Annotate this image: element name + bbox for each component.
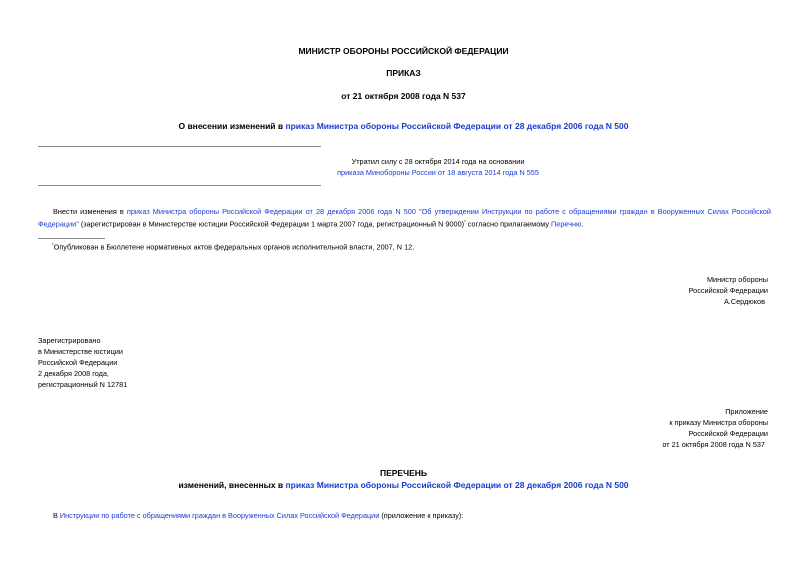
main-paragraph-prefix: Внести изменения в — [53, 207, 127, 216]
appendix-line2: к приказу Министра обороны — [669, 418, 768, 427]
list-heading: ПЕРЕЧЕНЬ — [379, 468, 427, 478]
list-item-prefix: В — [53, 511, 60, 520]
appendix-line4: от 21 октября 2008 года N 537 — [662, 440, 765, 449]
appendix-line1: Приложение — [725, 407, 768, 416]
main-paragraph-middle: (зарегистрирован в Министерстве юстиции Российской Федерации 1 марта 2007 года, регистрационный N 9000) — [78, 219, 465, 229]
doc-title-prefix: О внесении изменений в — [178, 121, 286, 131]
repeal-notice — [238, 156, 638, 178]
list-item — [53, 510, 753, 521]
list-subheading-link[interactable]: приказ Министра обороны Российской Федерации от 28 декабря 2006 года N 500 — [285, 480, 629, 490]
list-subheading-prefix: изменений, внесенных в — [178, 480, 286, 490]
instruction-link[interactable]: Инструкции по работе с обращениями граждан в Вооруженных Силах Российской Федерации — [59, 511, 380, 520]
footnote-ref[interactable]: ¹ — [464, 219, 466, 225]
list-subheading — [0, 480, 807, 490]
signature-name: А.Сердюков — [723, 297, 765, 306]
appendix-block — [567, 406, 768, 450]
signature-line2: Российской Федерации — [688, 286, 768, 295]
repeal-notice-line1: Утратил силу с 28 октября 2014 года на основании — [351, 157, 525, 166]
footnote-marker: ¹ — [52, 242, 54, 248]
doc-type: ПРИКАЗ — [386, 68, 421, 78]
footnote — [52, 240, 652, 252]
registration-line1: Зарегистрировано — [38, 336, 101, 345]
footnote-divider — [38, 238, 105, 239]
registration-line2: в Министерстве юстиции — [38, 347, 123, 356]
repeal-notice-link[interactable]: приказа Минобороны России от 18 августа 2014 года N 555 — [337, 168, 539, 177]
main-paragraph — [38, 206, 771, 229]
main-paragraph-suffix: согласно прилагаемому — [465, 219, 552, 229]
doc-date: от 21 октября 2008 года N 537 — [341, 91, 466, 101]
registration-line4: 2 декабря 2008 года, — [38, 369, 109, 378]
doc-title-link[interactable]: приказ Министра обороны Российской Федерации от 28 декабря 2006 года N 500 — [285, 121, 629, 131]
appendix-line3: Российской Федерации — [688, 429, 768, 438]
doc-title — [0, 121, 807, 131]
registration-line5: регистрационный N 12781 — [38, 380, 128, 389]
signature-block — [567, 274, 768, 307]
registration-block — [38, 335, 238, 390]
divider-bottom — [38, 185, 321, 186]
main-paragraph-end: . — [581, 219, 584, 229]
registration-line3: Российской Федерации — [38, 358, 118, 367]
signature-line1: Министр обороны — [706, 275, 768, 284]
divider-top — [38, 146, 321, 147]
order-500-link[interactable]: приказ Министра обороны Российской Федерации от 28 декабря 2006 года N 500 "Об утверждении Инструкции по работе с обращениями граждан в Вооруженных Силах Российской Федерации" — [38, 207, 771, 229]
perechen-link[interactable]: Перечню — [551, 219, 582, 229]
footnote-text: Опубликован в Бюллетене нормативных актов федеральных органов исполнительной власти, 2007, N 12. — [53, 242, 415, 252]
list-item-suffix: (приложение к приказу): — [379, 511, 464, 520]
ministry-title: МИНИСТР ОБОРОНЫ РОССИЙСКОЙ ФЕДЕРАЦИИ — [298, 46, 509, 56]
